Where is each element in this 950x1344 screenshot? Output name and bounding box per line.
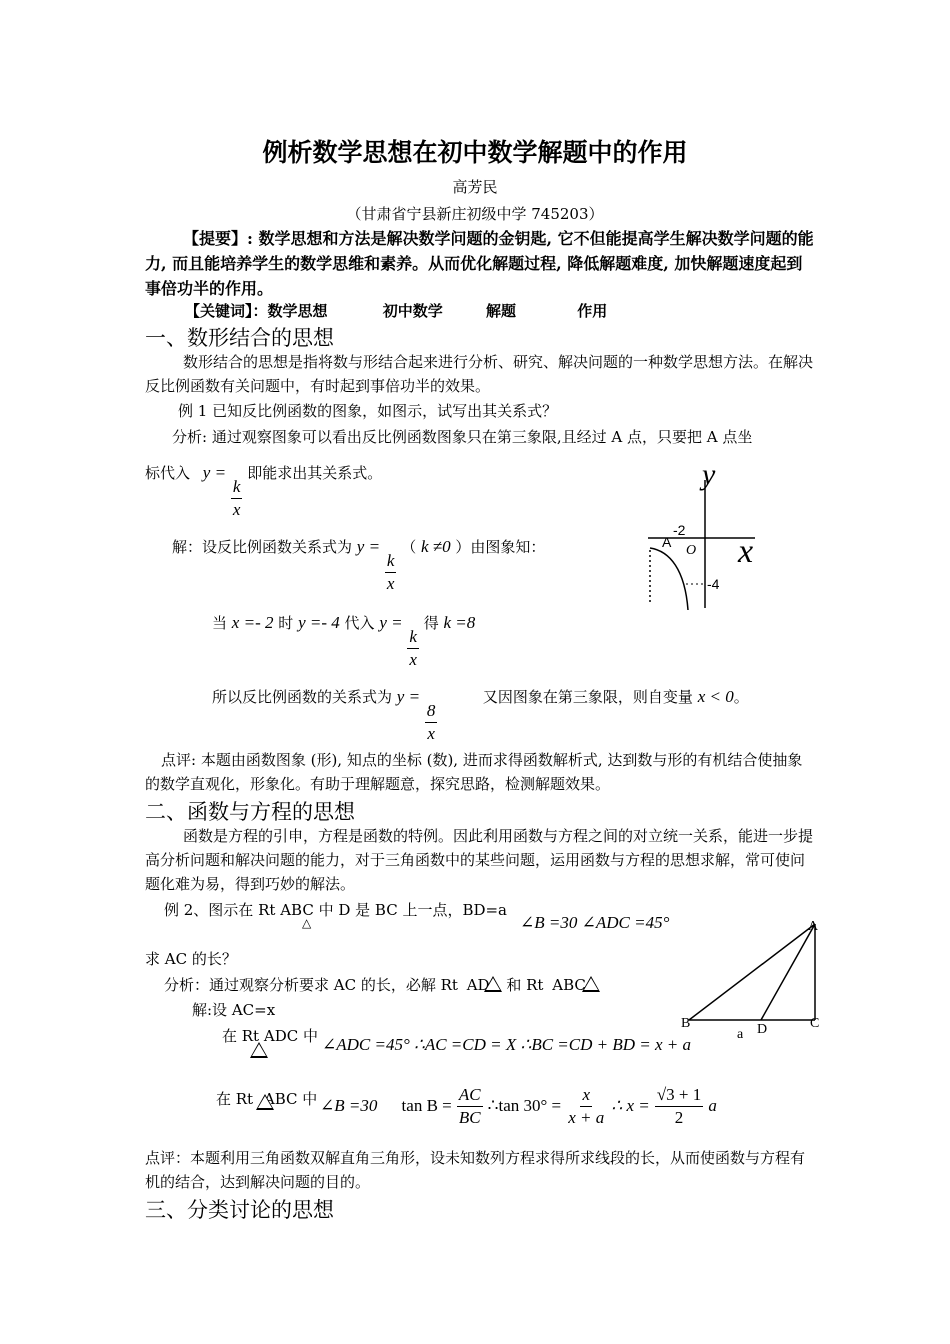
analysis-2-line [164,974,600,995]
solution-line [172,536,545,595]
abstract: 【提要】: 数学思想和方法是解决数学问题的金钥匙, 它不但能提高学生解决数学问题的能力, 而且能培养学生的数学思维和素养。从而优化解题过程, 降低解题难度, 加快解题速度起到事倍功半的作用。 [145,229,814,298]
example-2-line [164,899,507,920]
given-angles: ∠B =30 ∠ADC =45° [520,913,670,932]
triangle-symbol [250,1042,268,1062]
denominator: BC [458,1108,481,1127]
comment: 点评: 本题由函数图象 (形), 知点的坐标 (数), 进而求得函数解析式, 达到数与形的有机结合使抽象的数学直观化，形象化。有助于理解题意，探究思路，检测解题效果。 [145,751,803,793]
math: ∴ x = [611,1096,650,1115]
numerator: k [231,476,243,499]
keywords-label: 【关键词】： [185,302,268,320]
fraction-x-over-x-plus-a [566,1084,606,1129]
denominator: x [232,500,241,519]
segment-ad [761,924,815,1020]
denominator: x [386,574,395,593]
side-ab [689,924,815,1020]
denominator: x [409,650,417,669]
point-a-label: A [662,534,672,550]
tick-y-label: -4 [707,576,720,592]
text: 分析：通过观察分析要求 AC 的长，必解 Rt [164,976,458,994]
comment: 点评：本题利用三角函数双解直角三角形，设未知数列方程求得所求线段的长，从而使函数与方程有机的结合，达到解决问题的目的。 [145,1149,806,1191]
right-triangle-figure [675,912,835,1047]
x-axis-label: x [738,533,754,570]
section-heading: 二、函数与方程的思想 [145,800,355,824]
numerator: 8 [425,700,438,723]
numerator: √3 + 1 [655,1084,703,1107]
page-title: 例析数学思想在初中数学解题中的作用 [262,138,688,167]
text: ADC 中 [263,1027,318,1045]
text: 。 [733,688,749,706]
text: 例 2、图示在 Rt [164,901,276,919]
math: y = [202,463,227,482]
text: 标代入 [145,464,191,482]
text: （ [401,538,417,556]
step-2-math [320,1084,717,1129]
origin-label: O [686,543,697,558]
text: 得 [423,614,439,632]
math: k ≠0 [420,537,451,556]
text: 在 Rt [222,1027,260,1045]
vertex-a-label: A [808,919,819,934]
result-line [212,686,749,745]
text: 又因图象在第三象限，则自变量 [482,688,693,706]
numerator: k [407,626,419,649]
text: ABC 中 [263,1090,318,1108]
keyword: 作用 [577,302,608,320]
y-axis-label: y [702,458,716,491]
fraction-k-over-x [231,476,243,521]
analysis-text: 分析: 通过观察图象可以看出反比例函数图象只在第三象限,且经过 A 点，只要把 A 点坐 [172,428,753,446]
text: ）由图象知： [455,538,546,556]
text: 解：设反比例函数关系式为 [172,538,353,556]
numerator: AC [457,1084,483,1107]
math: x < 0 [697,687,734,706]
vertex-c-label: C [810,1016,820,1031]
text: 和 Rt [506,976,544,994]
hyperbola-branch [650,548,688,610]
fraction-ac-over-bc [457,1084,483,1129]
example-text: 例 1 已知反比例函数的图象，如图示，试写出其关系式？ [178,402,558,420]
paragraph: 数形结合的思想是指将数与形结合起来进行分析、研究、解决问题的一种数学思想方法。在解决反比例函数有关问题中，有时起到事倍功半的效果。 [145,353,814,395]
math: ∠B =30 [320,1096,378,1115]
math: tan B = [401,1096,452,1115]
triangle-symbol [484,976,502,992]
denominator: x + a [568,1108,605,1127]
math: y = [379,613,403,632]
tick-x-label: -2 [673,522,686,538]
step-1-label [222,1025,318,1046]
math: ∴tan 30° = [487,1096,562,1115]
denominator: x [427,724,435,743]
fraction-8-over-x [425,700,438,745]
step-1-math: ∠ADC =45° ∴AC =CD = X ∴BC =CD + BD = x + a [322,1035,691,1054]
text: 在 Rt [216,1090,254,1108]
triangle-symbol [250,1042,268,1058]
point-d-label: D [757,1022,768,1037]
numerator: k [385,550,397,573]
keyword: 解题 [486,302,517,320]
math: k =8 [443,613,476,632]
math: y = [396,687,421,706]
paragraph: 函数是方程的引申，方程是函数的特例。因此利用函数与方程之间的对立统一关系，能进一步提高分析问题和解决问题的能力，对于三角函数中的某些问题，运用函数与方程的思想求解，常可使问题化难为易，得到巧妙的解法。 [145,827,814,893]
inverse-function-graph [640,458,770,618]
triangle-symbol: △ [302,916,312,930]
section-heading: 三、分类讨论的思想 [145,1198,334,1222]
triangle-symbol [256,1094,274,1110]
keyword: 初中数学 [382,302,443,320]
keywords [185,300,607,321]
keyword: 数学思想 [267,302,328,320]
math: a [708,1096,717,1115]
numerator: x [580,1084,592,1107]
section-heading: 一、数形结合的思想 [145,326,334,350]
text: 当 [212,614,228,632]
math: y =- 4 [298,613,340,632]
fraction-k-over-x [407,626,419,671]
vertex-b-label: B [681,1016,691,1031]
text: ABC [552,976,586,994]
triangle-symbol [582,976,600,992]
analysis-continuation [145,462,382,521]
text: 代入 [344,614,375,632]
triangle-symbol [256,1094,274,1114]
author: 高芳民 [452,178,498,196]
fraction-k-over-x [385,550,397,595]
text: 即能求出其关系式。 [247,464,383,482]
solution-2: 解:设 AC=x [192,1001,276,1019]
question-text: 求 AC 的长？ [145,950,237,968]
fraction-sqrt3-plus-1-over-2 [655,1084,703,1129]
text: ABC 中 D 是 BC 上一点，BD=a [280,901,508,919]
text: 时 [278,614,294,632]
affiliation: （甘肃省宁县新庄初级中学 745203） [346,205,604,223]
math: y = [356,537,381,556]
math: x =- 2 [231,613,274,632]
substitution-line [212,612,475,671]
denominator: 2 [674,1108,684,1127]
length-a-label: a [737,1027,744,1042]
text: AD [466,976,490,994]
text: 所以反比例函数的关系式为 [212,688,393,706]
